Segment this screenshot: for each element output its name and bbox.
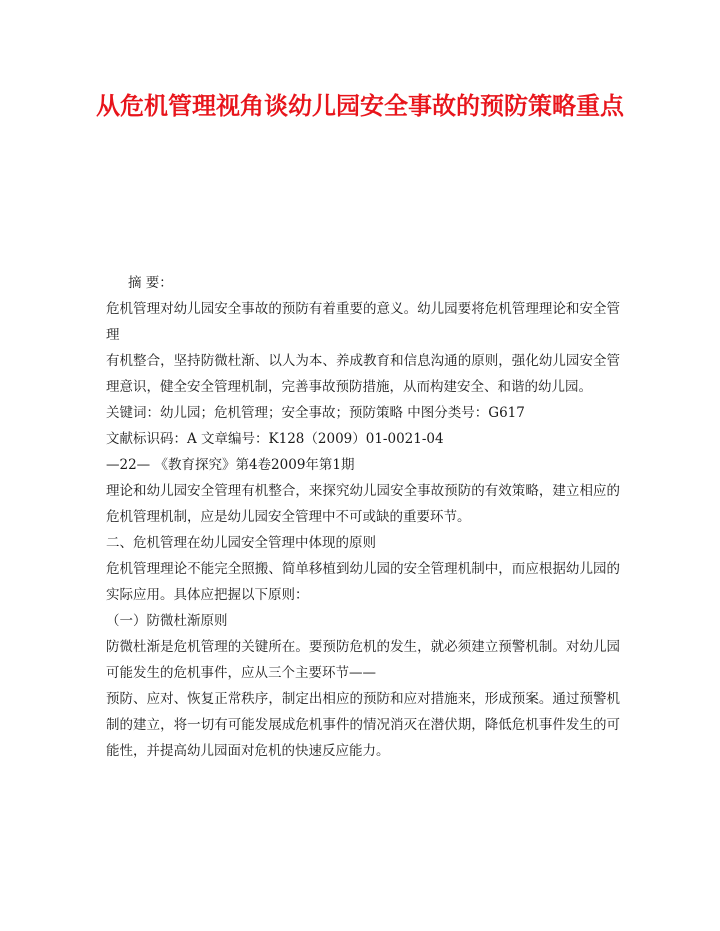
body-paragraph: 理论和幼儿园安全管理有机整合，来探究幼儿园安全事故预防的有效策略，建立相应的危机管理机制，应是幼儿园安全管理中不可或缺的重要环节。 <box>106 483 620 525</box>
body-paragraph: 预防、应对、恢复正常秩序，制定出相应的预防和应对措施来，形成预案。通过预警机制的建立，将一切有可能发展成危机事件的情况消灭在潜伏期，降低危机事件发生的可能性，并提高幼儿园面对危机的快速反应能力。 <box>106 691 620 759</box>
abstract-paragraph-2: 有机整合，坚持防微杜渐、以人为本、养成教育和信息沟通的原则，强化幼儿园安全管理意识，健全安全管理机制，完善事故预防措施，从而构建安全、和谐的幼儿园。 <box>106 353 620 395</box>
body-paragraph: 危机管理理论不能完全照搬、简单移植到幼儿园的安全管理机制中，而应根据幼儿园的实际应用。具体应把握以下原则： <box>106 561 620 603</box>
document-code-line: 文献标识码：A 文章编号：K128（2009）01-0021-04 <box>106 431 444 447</box>
abstract-label: 摘 要： <box>128 275 173 291</box>
document-title: 从危机管理视角谈幼儿园安全事故的预防策略重点 <box>96 91 624 120</box>
keywords-line: 关键词：幼儿园；危机管理；安全事故；预防策略 中图分类号：G617 <box>106 405 525 421</box>
body-paragraph: 防微杜渐是危机管理的关键所在。要预防危机的发生，就必须建立预警机制。对幼儿园可能发生的危机事件，应从三个主要环节—— <box>106 639 620 681</box>
section-heading-2: 二、危机管理在幼儿园安全管理中体现的原则 <box>106 535 376 551</box>
document-body <box>106 270 620 764</box>
subsection-heading-1: （一）防微杜渐原则 <box>106 613 228 629</box>
journal-info-line: —22— 《教育探究》第4卷2009年第1期 <box>106 457 355 473</box>
abstract-paragraph-1: 危机管理对幼儿园安全事故的预防有着重要的意义。幼儿园要将危机管理理论和安全管理 <box>106 301 620 343</box>
